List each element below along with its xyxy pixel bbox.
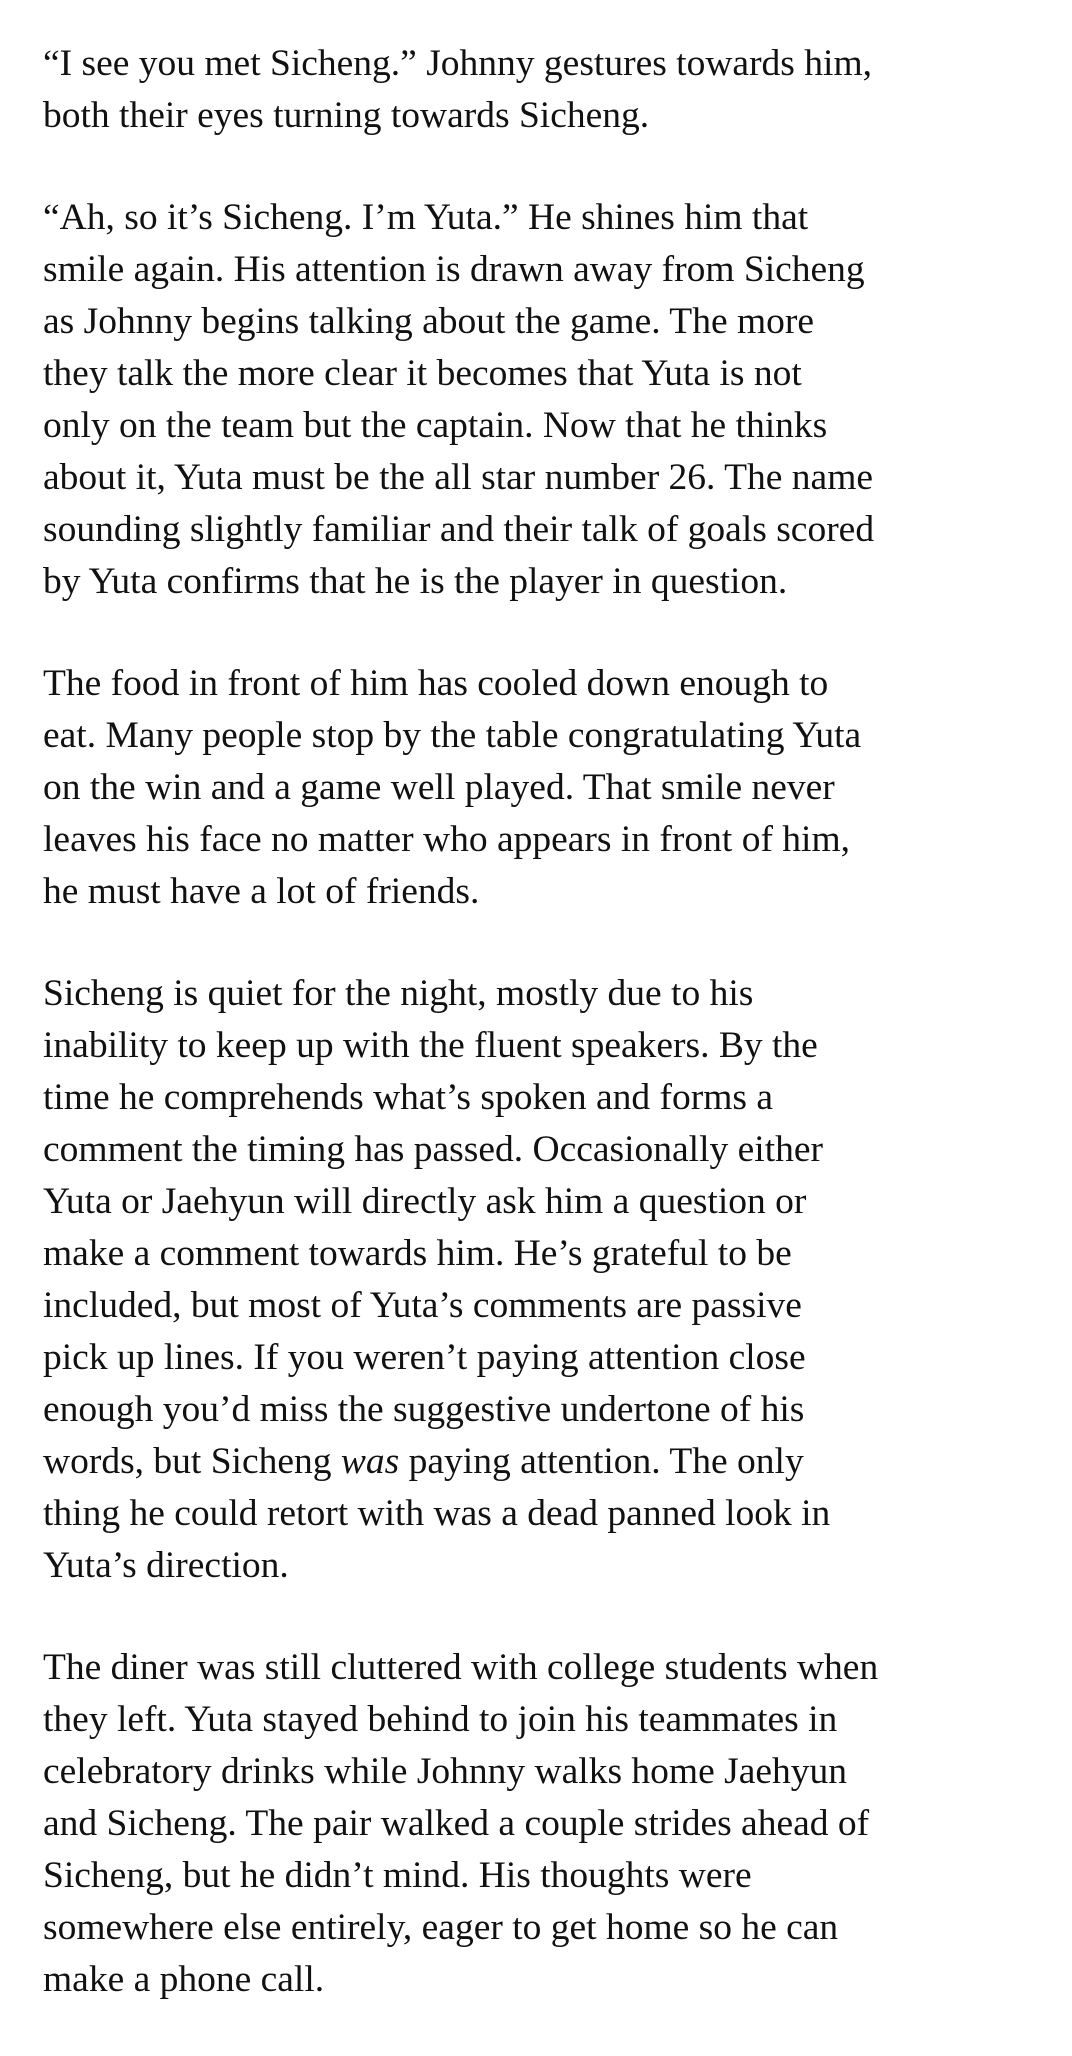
text-line-with-emphasis (43, 1436, 1043, 1488)
emphasized-word: was (340, 1441, 400, 1482)
text-run: paying attention. The only (399, 1441, 804, 1482)
paragraph (43, 658, 1043, 918)
text-line: The diner was still cluttered with college students when (43, 1647, 879, 1688)
text-line: both their eyes turning towards Sicheng. (43, 95, 650, 136)
paragraph (43, 1642, 1043, 2006)
text-line: “I see you met Sicheng.” Johnny gestures towards him, (43, 43, 872, 84)
text-line: celebratory drinks while Johnny walks home Jaehyun (43, 1751, 847, 1792)
text-line: eat. Many people stop by the table congratulating Yuta (43, 715, 862, 756)
text-line: they talk the more clear it becomes that Yuta is not (43, 353, 802, 394)
text-line: as Johnny begins talking about the game. The more (43, 301, 815, 342)
text-line: and Sicheng. The pair walked a couple strides ahead of (43, 1803, 870, 1844)
text-line: about it, Yuta must be the all star number 26. The name (43, 457, 874, 498)
text-line: only on the team but the captain. Now that he thinks (43, 405, 828, 446)
text-line: Sicheng is quiet for the night, mostly due to his (43, 973, 754, 1014)
text-line: make a comment towards him. He’s grateful to be (43, 1233, 792, 1274)
text-line: make a phone call. (43, 1959, 325, 2000)
document-body (43, 38, 1043, 2056)
text-line: somewhere else entirely, eager to get home so he can (43, 1907, 839, 1948)
text-line: Yuta’s direction. (43, 1545, 289, 1586)
paragraph (43, 38, 1043, 142)
text-line: on the win and a game well played. That smile never (43, 767, 835, 808)
text-line: they left. Yuta stayed behind to join his teammates in (43, 1699, 838, 1740)
text-line: “Ah, so it’s Sicheng. I’m Yuta.” He shines him that (43, 197, 809, 238)
text-run: words, but Sicheng (43, 1441, 341, 1482)
text-line: enough you’d miss the suggestive undertone of his (43, 1389, 805, 1430)
text-line: Sicheng, but he didn’t mind. His thoughts were (43, 1855, 752, 1896)
text-line: thing he could retort with was a dead panned look in (43, 1493, 831, 1534)
text-line: smile again. His attention is drawn away from Sicheng (43, 249, 865, 290)
text-line: comment the timing has passed. Occasionally either (43, 1129, 823, 1170)
text-line: The food in front of him has cooled down enough to (43, 663, 829, 704)
text-line: pick up lines. If you weren’t paying attention close (43, 1337, 806, 1378)
paragraph (43, 192, 1043, 608)
paragraph (43, 968, 1043, 1592)
text-line: inability to keep up with the fluent speakers. By the (43, 1025, 818, 1066)
text-line: Yuta or Jaehyun will directly ask him a question or (43, 1181, 807, 1222)
text-line: sounding slightly familiar and their talk of goals scored (43, 509, 875, 550)
text-line: leaves his face no matter who appears in front of him, (43, 819, 851, 860)
text-line: by Yuta confirms that he is the player in question. (43, 561, 788, 602)
text-line: he must have a lot of friends. (43, 871, 480, 912)
text-line: included, but most of Yuta’s comments are passive (43, 1285, 802, 1326)
text-line: time he comprehends what’s spoken and forms a (43, 1077, 774, 1118)
